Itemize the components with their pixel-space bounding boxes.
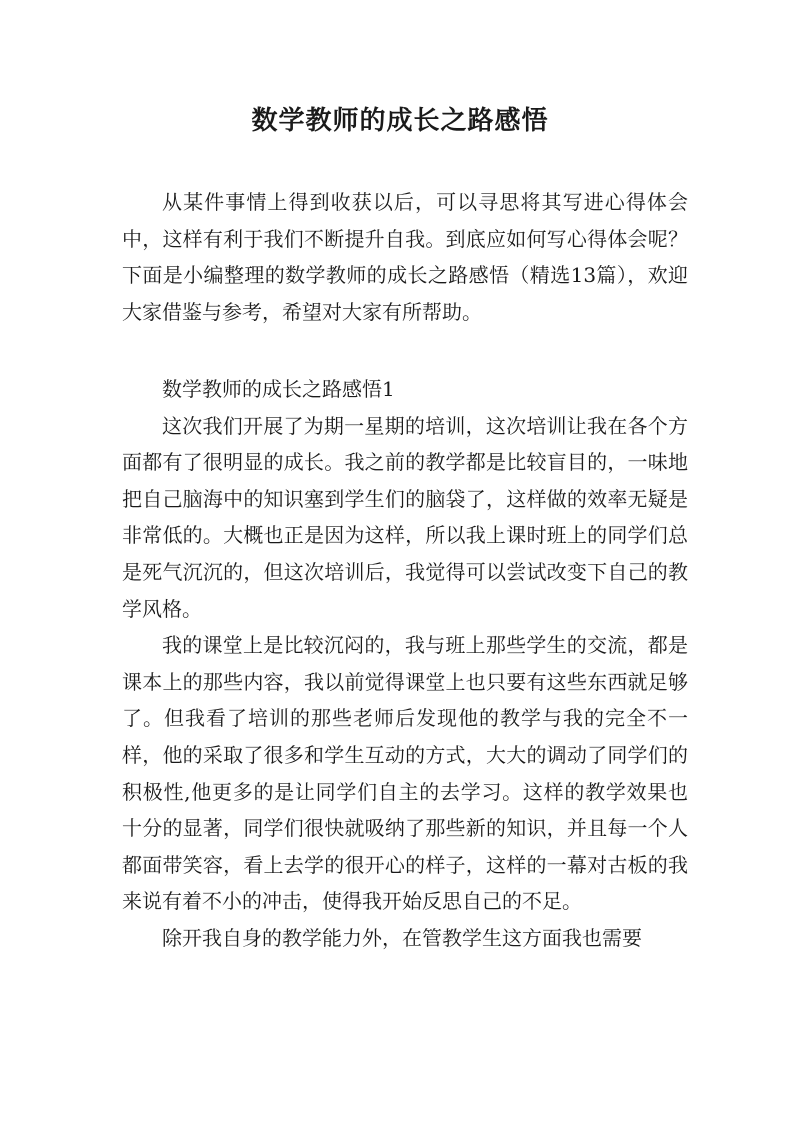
section-1: [122, 371, 688, 957]
body-paragraph: 我的课堂上是比较沉闷的，我与班上那些学生的交流，都是课本上的那些内容，我以前觉得课堂上也只要有这些东西就足够了。但我看了培训的那些老师后发现他的教学与我的完全不一样，他的采取了很多和学生互动的方式，大大的调动了同学们的积极性,他更多的是让同学们自主的去学习。这样的教学效果也十分的显著，同学们很快就吸纳了那些新的知识，并且每一个人都面带笑容，看上去学的很开心的样子，这样的一幕对古板的我来说有着不小的冲击，使得我开始反思自己的不足。: [122, 633, 688, 914]
body-paragraph: 这次我们开展了为期一星期的培训，这次培训让我在各个方面都有了很明显的成长。我之前的教学都是比较盲目的，一味地把自己脑海中的知识塞到学生们的脑袋了，这样做的效率无疑是非常低的。大概也正是因为这样，所以我上课时班上的同学们总是死气沉沉的，但这次培训后，我觉得可以尝试改变下自己的教学风格。: [122, 413, 688, 621]
intro-paragraph: 从某件事情上得到收获以后，可以寻思将其写进心得体会中，这样有利于我们不断提升自我。到底应如何写心得体会呢？下面是小编整理的数学教师的成长之路感悟（精选13篇），欢迎大家借鉴与参考，希望对大家有所帮助。: [122, 190, 688, 324]
section-heading: 数学教师的成长之路感悟1: [162, 377, 395, 401]
body-paragraph: 除开我自身的教学能力外，在管教学生这方面我也需要: [162, 925, 642, 950]
document-title: 数学教师的成长之路感悟: [251, 106, 549, 136]
